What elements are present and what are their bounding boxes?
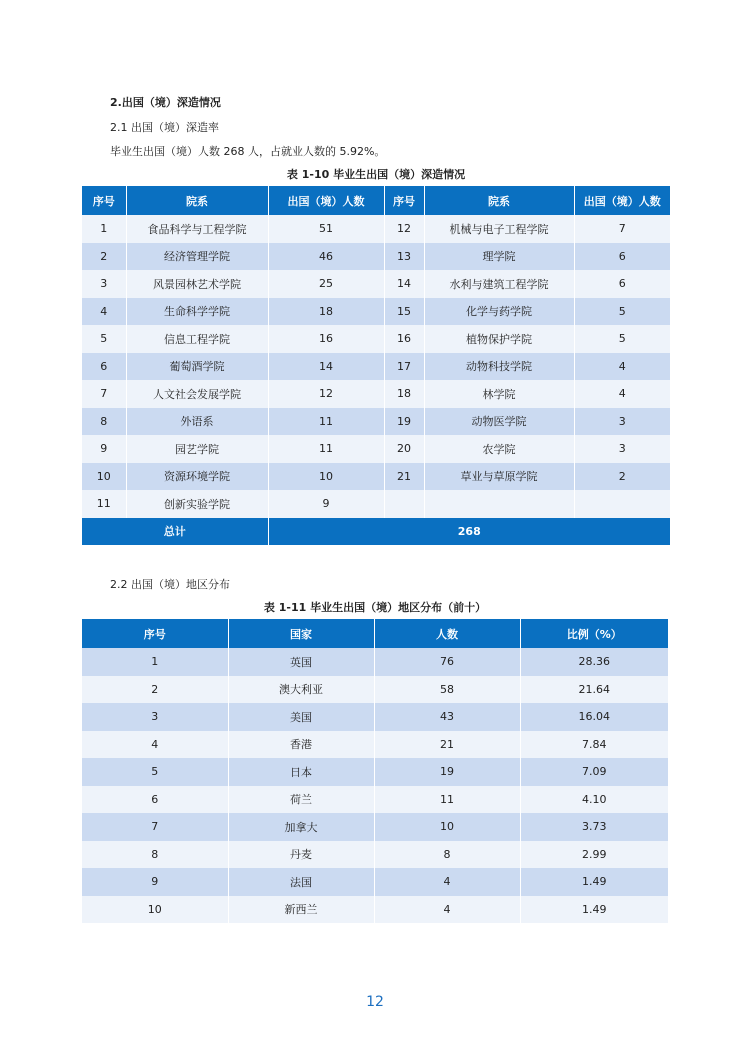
table-cell: 7	[82, 380, 126, 408]
table-cell: 9	[82, 435, 126, 463]
table-cell: 水利与建筑工程学院	[424, 270, 574, 298]
table-cell: 7	[82, 813, 228, 841]
table-cell: 加拿大	[228, 813, 374, 841]
table-cell: 香港	[228, 731, 374, 759]
table-cell: 11	[374, 786, 520, 814]
table-row	[82, 758, 668, 786]
table-cell: 1.49	[520, 896, 668, 924]
table-cell: 3.73	[520, 813, 668, 841]
table-cell: 化学与药学院	[424, 298, 574, 326]
table-cell: 3	[574, 435, 670, 463]
column-header: 院系	[126, 186, 268, 215]
table-cell: 日本	[228, 758, 374, 786]
table-cell: 澳大利亚	[228, 676, 374, 704]
table-cell: 3	[82, 703, 228, 731]
table-cell: 7	[574, 215, 670, 243]
table-cell: 2.99	[520, 841, 668, 869]
table-row	[82, 703, 668, 731]
table-cell: 21.64	[520, 676, 668, 704]
table-total-row	[82, 518, 670, 545]
table-cell: 8	[374, 841, 520, 869]
table-cell: 农学院	[424, 435, 574, 463]
table-cell	[424, 490, 574, 518]
table-cell: 2	[82, 243, 126, 271]
table-cell: 2	[574, 463, 670, 491]
table-cell: 19	[374, 758, 520, 786]
table-row	[82, 868, 668, 896]
table-cell: 丹麦	[228, 841, 374, 869]
table-cell: 7.84	[520, 731, 668, 759]
column-header: 比例（%）	[520, 619, 668, 648]
table-cell: 生命科学学院	[126, 298, 268, 326]
table-cell: 机械与电子工程学院	[424, 215, 574, 243]
table-row	[82, 243, 670, 271]
table-cell	[384, 490, 424, 518]
total-value: 268	[268, 518, 670, 545]
table-cell: 4	[374, 868, 520, 896]
section-heading: 2.出国（境）深造情况	[110, 96, 221, 109]
table-cell: 58	[374, 676, 520, 704]
table-cell: 21	[384, 463, 424, 491]
table-row	[82, 648, 668, 676]
table-cell: 28.36	[520, 648, 668, 676]
table-cell: 外语系	[126, 408, 268, 436]
table-cell: 6	[574, 270, 670, 298]
total-label: 总计	[82, 518, 268, 545]
table-row	[82, 896, 668, 924]
table-cell	[574, 490, 670, 518]
table-cell: 4	[574, 353, 670, 381]
table-cell: 43	[374, 703, 520, 731]
table-cell: 英国	[228, 648, 374, 676]
table-cell: 12	[268, 380, 384, 408]
table-row	[82, 380, 670, 408]
subsection-heading-2-2: 2.2 出国（境）地区分布	[110, 578, 230, 591]
table-row	[82, 325, 670, 353]
table-cell: 1.49	[520, 868, 668, 896]
column-header: 人数	[374, 619, 520, 648]
table-cell: 16.04	[520, 703, 668, 731]
table-header-row	[82, 186, 670, 215]
table-cell: 19	[384, 408, 424, 436]
column-header: 序号	[82, 186, 126, 215]
table-row	[82, 270, 670, 298]
table-cell: 法国	[228, 868, 374, 896]
table-cell: 理学院	[424, 243, 574, 271]
table-cell: 11	[268, 435, 384, 463]
table-cell: 21	[374, 731, 520, 759]
table-cell: 动物医学院	[424, 408, 574, 436]
table-cell: 美国	[228, 703, 374, 731]
table-cell: 46	[268, 243, 384, 271]
table-cell: 12	[384, 215, 424, 243]
column-header: 出国（境）人数	[574, 186, 670, 215]
table-cell: 草业与草原学院	[424, 463, 574, 491]
table-cell: 资源环境学院	[126, 463, 268, 491]
table-cell: 5	[574, 298, 670, 326]
table-cell: 信息工程学院	[126, 325, 268, 353]
table-cell: 5	[82, 758, 228, 786]
table-cell: 食品科学与工程学院	[126, 215, 268, 243]
column-header: 国家	[228, 619, 374, 648]
table-row	[82, 463, 670, 491]
table-cell: 10	[374, 813, 520, 841]
table-cell: 13	[384, 243, 424, 271]
table-cell: 10	[82, 896, 228, 924]
study-abroad-paragraph: 毕业生出国（境）人数 268 人，占就业人数的 5.92%。	[110, 145, 386, 158]
table-cell: 25	[268, 270, 384, 298]
column-header: 序号	[82, 619, 228, 648]
table-cell: 16	[268, 325, 384, 353]
table-row	[82, 408, 670, 436]
table-1-10-caption: 表 1-10 毕业生出国（境）深造情况	[286, 168, 466, 181]
table-cell: 15	[384, 298, 424, 326]
table-cell: 18	[268, 298, 384, 326]
table-cell: 6	[82, 353, 126, 381]
table-cell: 4	[82, 298, 126, 326]
table-cell: 8	[82, 408, 126, 436]
table-cell: 4	[82, 731, 228, 759]
column-header: 序号	[384, 186, 424, 215]
table-row	[82, 353, 670, 381]
table-cell: 1	[82, 215, 126, 243]
table-cell: 植物保护学院	[424, 325, 574, 353]
table-row	[82, 215, 670, 243]
table-cell: 9	[268, 490, 384, 518]
table-row	[82, 490, 670, 518]
table-cell: 4	[374, 896, 520, 924]
table-cell: 动物科技学院	[424, 353, 574, 381]
table-cell: 6	[82, 786, 228, 814]
column-header: 出国（境）人数	[268, 186, 384, 215]
table-cell: 6	[574, 243, 670, 271]
table-row	[82, 298, 670, 326]
table-cell: 荷兰	[228, 786, 374, 814]
table-cell: 7.09	[520, 758, 668, 786]
table-cell: 14	[384, 270, 424, 298]
table-cell: 8	[82, 841, 228, 869]
table-cell: 葡萄酒学院	[126, 353, 268, 381]
table-cell: 创新实验学院	[126, 490, 268, 518]
subsection-heading-2-1: 2.1 出国（境）深造率	[110, 121, 219, 134]
table-cell: 20	[384, 435, 424, 463]
table-cell: 5	[574, 325, 670, 353]
table-row	[82, 435, 670, 463]
page-number: 12	[366, 994, 384, 1010]
table-cell: 新西兰	[228, 896, 374, 924]
table-cell: 51	[268, 215, 384, 243]
table-cell: 4.10	[520, 786, 668, 814]
table-cell: 11	[82, 490, 126, 518]
table-cell: 人文社会发展学院	[126, 380, 268, 408]
table-cell: 16	[384, 325, 424, 353]
table-header-row	[82, 619, 668, 648]
table-row	[82, 841, 668, 869]
table-cell: 10	[82, 463, 126, 491]
table-cell: 风景园林艺术学院	[126, 270, 268, 298]
table-row	[82, 731, 668, 759]
table-cell: 林学院	[424, 380, 574, 408]
table-cell: 4	[574, 380, 670, 408]
table-cell: 3	[82, 270, 126, 298]
table-cell: 17	[384, 353, 424, 381]
table-cell: 1	[82, 648, 228, 676]
table-row	[82, 813, 668, 841]
table-cell: 2	[82, 676, 228, 704]
study-abroad-by-college-table	[82, 186, 670, 545]
study-abroad-by-region-table	[82, 619, 668, 923]
table-cell: 10	[268, 463, 384, 491]
table-cell: 9	[82, 868, 228, 896]
table-cell: 11	[268, 408, 384, 436]
table-row	[82, 786, 668, 814]
column-header: 院系	[424, 186, 574, 215]
table-cell: 76	[374, 648, 520, 676]
table-cell: 3	[574, 408, 670, 436]
table-cell: 18	[384, 380, 424, 408]
table-cell: 经济管理学院	[126, 243, 268, 271]
table-cell: 5	[82, 325, 126, 353]
table-row	[82, 676, 668, 704]
table-cell: 园艺学院	[126, 435, 268, 463]
table-cell: 14	[268, 353, 384, 381]
table-1-11-caption: 表 1-11 毕业生出国（境）地区分布（前十）	[263, 601, 487, 614]
